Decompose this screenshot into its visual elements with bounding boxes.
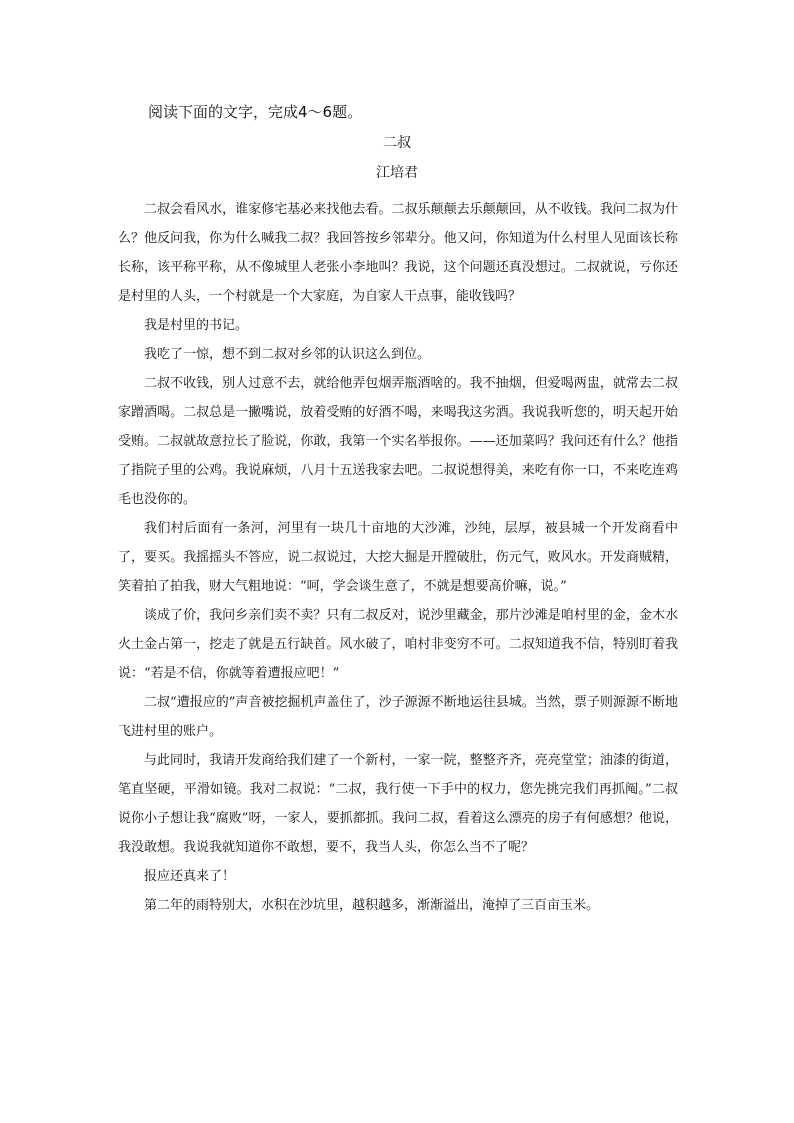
paragraph: 二叔会看风水，谁家修宅基必来找他去看。二叔乐颠颠去乐颠颠回，从不收钱。我问二叔为什么？他反问我，你为什么喊我二叔？我回答按乡邻辈分。他又问，你知道为什么村里人见面该长称长称，该平称平称，从不像城里人老张小李地叫？我说，这个问题还真没想过。二叔就说，亏你还是村里的人头，一个村就是一个大家庭，为自家人干点事，能收钱吗？ — [118, 202, 678, 304]
paragraph: 第二年的雨特别大，水积在沙坑里，越积越多，渐渐溢出，淹掉了三百亩玉米。 — [144, 898, 600, 913]
paragraph: 二叔不收钱，别人过意不去，就给他弄包烟弄瓶酒啥的。我不抽烟，但爱喝两盅，就常去二叔家蹭酒喝。二叔总是一撇嘴说，放着受贿的好酒不喝，来喝我这劣酒。我说我听您的，明天起开始受贿。二叔就故意拉长了脸说，你敢，我第一个实名举报你。——还加菜吗？我问还有什么？他指了指院子里的公鸡。我说麻烦，八月十五送我家去吧。二叔说想得美，来吃有你一口，不来吃连鸡毛也没你的。 — [118, 376, 678, 507]
story-title: 二叔 — [383, 135, 411, 151]
paragraph: 我是村里的书记。 — [144, 318, 249, 333]
paragraph: 我吃了一惊，想不到二叔对乡邻的认识这么到位。 — [144, 347, 431, 362]
paragraph: 谈成了价，我问乡亲们卖不卖？只有二叔反对，说沙里藏金，那片沙滩是咱村里的金，金木水火土金占第一，挖走了就是五行缺首。风水破了，咱村非变穷不可。二叔知道我不信，特别盯着我说：“若是不信，你就等着遭报应吧！” — [118, 608, 678, 681]
story-author: 江培君 — [376, 165, 418, 181]
paragraph: 二叔“遭报应的”声音被挖掘机声盖住了，沙子源源不断地运往县城。当然，票子则源源不断地飞进村里的账户。 — [118, 695, 678, 739]
story-body — [118, 195, 678, 920]
paragraph: 报应还真来了！ — [144, 869, 236, 884]
paragraph: 与此同时，我请开发商给我们建了一个新村，一家一院，整整齐齐，亮亮堂堂；油漆的街道，笔直坚硬，平滑如镜。我对二叔说：“二叔，我行使一下手中的权力，您先挑完我们再抓阄。”二叔说你小子想让我“腐败”呀，一家人，要抓都抓。我问二叔，看着这么漂亮的房子有何感想？他说，我没敢想。我说我就知道你不敢想，要不，我当人头，你怎么当不了呢？ — [118, 753, 678, 855]
reading-instruction: 阅读下面的文字，完成4～6题。 — [148, 103, 363, 121]
paragraph: 我们村后面有一条河，河里有一块几十亩地的大沙滩，沙纯，层厚，被县城一个开发商看中了，要买。我摇摇头不答应，说二叔说过，大挖大掘是开膛破肚，伤元气，败风水。开发商贼精，笑着拍了拍我，财大气粗地说：“呵，学会谈生意了，不就是想要高价嘛，说。” — [118, 521, 678, 594]
